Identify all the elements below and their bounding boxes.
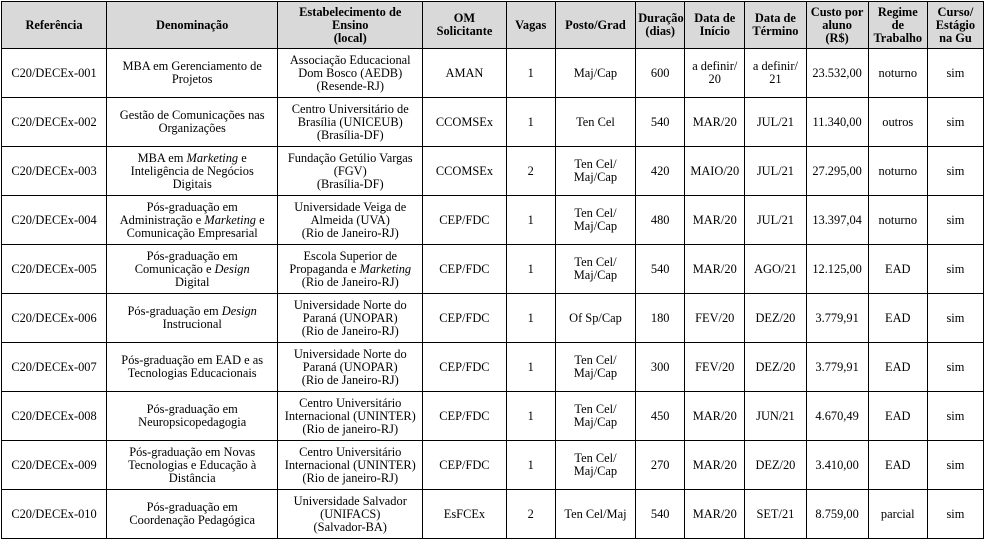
cell-posto [555, 343, 636, 392]
cell-inicio [685, 441, 745, 490]
cell-posto [555, 441, 636, 490]
table-row [2, 196, 984, 245]
cell-line [280, 129, 420, 142]
column-header-inicio [685, 2, 745, 49]
cell-line: DEZ/20 [755, 457, 796, 472]
cell-estabelecimento [278, 392, 423, 441]
cell-om: CEP/FDC [423, 343, 507, 392]
column-header-line: Regime [877, 4, 918, 19]
cell-referencia: C20/DECEx-010 [2, 490, 107, 539]
text-segment: Associação Educacional [289, 52, 411, 67]
text-segment: Centro Universitário [299, 444, 402, 459]
cell-termino [745, 441, 806, 490]
text-segment: Pós-graduação em Novas [129, 444, 256, 459]
text-segment: Digitais [172, 176, 212, 191]
cell-line: MAR/20 [692, 212, 737, 227]
text-segment: Pós-graduação em [127, 304, 222, 318]
cell-line: 21 [769, 72, 782, 86]
cell-vagas: 1 [506, 392, 555, 441]
cell-line: SET/21 [756, 506, 795, 521]
cell-curso: sim [927, 343, 983, 392]
cell-line: MAR/20 [692, 114, 737, 129]
cell-line: Maj/Cap [573, 170, 618, 184]
text-segment: Pós-graduação em [146, 199, 238, 214]
text-segment: Projetos [171, 72, 213, 86]
cell-duracao: 540 [636, 490, 685, 539]
cell-custo: 3.410,00 [806, 441, 868, 490]
cell-custo: 3.779,91 [806, 343, 868, 392]
cell-line [280, 325, 420, 338]
table-row [2, 147, 984, 196]
cell-line: Ten Cel/ [574, 255, 617, 269]
text-segment: (Brasília-DF) [316, 176, 384, 191]
cell-vagas: 2 [506, 147, 555, 196]
cell-line: a definir/ [752, 59, 798, 73]
cell-referencia: C20/DECEx-004 [2, 196, 107, 245]
cell-line: Of Sp/Cap [569, 310, 622, 325]
column-header-line: Vagas [515, 17, 547, 32]
cell-custo: 3.779,91 [806, 294, 868, 343]
table-row [2, 343, 984, 392]
column-header-duracao [636, 2, 685, 49]
text-segment: Comunicação Empresarial [126, 225, 258, 240]
cell-line: Ten Cel/ [574, 353, 617, 367]
cell-line: FEV/20 [695, 310, 735, 325]
table-row [2, 441, 984, 490]
cell-custo: 12.125,00 [806, 245, 868, 294]
column-header-vagas [506, 2, 555, 49]
text-segment: e [238, 150, 247, 165]
cell-line [109, 178, 275, 191]
column-header-line: Posto/Grad [565, 17, 626, 32]
cell-line [109, 73, 275, 86]
cell-termino [745, 294, 806, 343]
cell-line: JUL/21 [756, 163, 794, 178]
cell-line: Ten Cel/ [574, 157, 617, 171]
cell-inicio [685, 49, 745, 98]
text-segment: Tecnologias Educacionais [127, 366, 257, 380]
cell-posto [555, 294, 636, 343]
cell-denominacao [107, 343, 278, 392]
text-segment: Pós-graduação em [146, 402, 238, 416]
cell-regime: noturno [868, 49, 927, 98]
table-row [2, 294, 984, 343]
italic-term: Marketing [359, 261, 412, 276]
cell-om: CCOMSEx [423, 98, 507, 147]
cell-vagas: 1 [506, 196, 555, 245]
cell-line: Maj/Cap [573, 366, 618, 380]
text-segment: Universidade Veiga de [294, 199, 407, 214]
cell-referencia: C20/DECEx-003 [2, 147, 107, 196]
cell-line: DEZ/20 [755, 310, 796, 325]
cell-curso: sim [927, 245, 983, 294]
cell-line: Maj/Cap [573, 464, 618, 478]
column-header-termino [745, 2, 806, 49]
text-segment: Centro Universitário de [291, 101, 409, 116]
cell-termino [745, 392, 806, 441]
table-row [2, 490, 984, 539]
text-segment: MBA em Gerenciamento de [122, 59, 262, 73]
cell-line: Ten Cel/Maj [564, 506, 627, 521]
column-header-regime [868, 2, 927, 49]
cell-inicio [685, 196, 745, 245]
cell-line: Ten Cel/ [574, 206, 617, 220]
cell-line [109, 227, 275, 240]
cell-denominacao [107, 49, 278, 98]
text-segment: Organizações [158, 121, 226, 135]
cell-curso: sim [927, 441, 983, 490]
text-segment: e [256, 212, 265, 227]
cell-regime: parcial [868, 490, 927, 539]
cell-posto [555, 49, 636, 98]
cell-referencia: C20/DECEx-005 [2, 245, 107, 294]
cell-line: MAR/20 [692, 261, 737, 276]
cell-inicio [685, 98, 745, 147]
cell-termino [745, 245, 806, 294]
italic-term: Design [214, 261, 250, 276]
column-header-line: Referência [25, 17, 83, 32]
cell-vagas: 1 [506, 49, 555, 98]
cell-duracao: 180 [636, 294, 685, 343]
cell-line [280, 521, 420, 534]
cell-line [109, 122, 275, 135]
cell-line: Ten Cel/ [574, 451, 617, 465]
text-segment: Digital [174, 274, 210, 289]
italic-term: Marketing [204, 212, 257, 227]
text-segment: Internacional (UNINTER) [284, 408, 416, 423]
cell-posto [555, 392, 636, 441]
cell-regime: EAD [868, 392, 927, 441]
cell-line: JUL/21 [756, 114, 794, 129]
cell-line [280, 80, 420, 93]
column-header-curso [927, 2, 983, 49]
cell-line: MAIO/20 [690, 163, 740, 178]
cell-duracao: 480 [636, 196, 685, 245]
column-header-custo [806, 2, 868, 49]
column-header-line: Data de [754, 11, 796, 25]
cell-vagas: 1 [506, 294, 555, 343]
cell-om: CEP/FDC [423, 441, 507, 490]
cell-estabelecimento [278, 196, 423, 245]
cell-duracao: 270 [636, 441, 685, 490]
column-header-line: Denominação [156, 17, 229, 32]
column-header-posto [555, 2, 636, 49]
cell-denominacao [107, 245, 278, 294]
cell-estabelecimento [278, 294, 423, 343]
text-segment: Instrucional [162, 317, 222, 331]
cell-regime: EAD [868, 343, 927, 392]
text-segment: (Rio de Janeiro-RJ) [301, 274, 399, 289]
cell-inicio [685, 147, 745, 196]
column-header-om [423, 2, 507, 49]
cell-denominacao [107, 196, 278, 245]
text-segment: MBA em [137, 150, 187, 165]
cell-line [280, 178, 420, 191]
column-header-line: Curso/ [937, 4, 974, 19]
cell-duracao: 540 [636, 98, 685, 147]
cell-om: CEP/FDC [423, 294, 507, 343]
text-segment: Comunicação e [134, 261, 215, 276]
cell-vagas: 1 [506, 441, 555, 490]
cell-line: DEZ/20 [755, 359, 796, 374]
cell-posto [555, 245, 636, 294]
cell-regime: outros [868, 98, 927, 147]
cell-line: Maj/Cap [573, 65, 618, 80]
cell-estabelecimento [278, 441, 423, 490]
cell-custo: 8.759,00 [806, 490, 868, 539]
text-segment: (Rio de Janeiro-RJ) [301, 225, 399, 240]
column-header-line: Início [699, 24, 730, 38]
cell-denominacao [107, 392, 278, 441]
cell-regime: EAD [868, 294, 927, 343]
courses-table [1, 1, 984, 539]
cell-vagas: 1 [506, 343, 555, 392]
text-segment: Universidade Norte do [293, 346, 407, 361]
cell-posto [555, 196, 636, 245]
cell-curso: sim [927, 392, 983, 441]
column-header-line: Solicitante [436, 24, 493, 38]
text-segment: Brasília (UNICEUB) [297, 114, 403, 129]
cell-curso: sim [927, 49, 983, 98]
text-segment: Coordenação Pedagógica [129, 513, 255, 527]
cell-inicio [685, 392, 745, 441]
text-segment: Fundação Getúlio Vargas [287, 150, 413, 165]
cell-line [280, 276, 420, 289]
text-segment: Pós-graduação em [146, 500, 238, 514]
text-segment: (UNIFACS) [320, 506, 381, 521]
cell-line [109, 367, 275, 380]
text-segment: Paraná (UNOPAR) [302, 310, 398, 325]
cell-line [280, 423, 420, 436]
text-segment: Centro Universitário [299, 395, 402, 410]
italic-term: Design [221, 304, 257, 318]
cell-line [109, 318, 275, 331]
column-header-denominacao [107, 2, 278, 49]
cell-denominacao [107, 490, 278, 539]
cell-duracao: 420 [636, 147, 685, 196]
cell-duracao: 600 [636, 49, 685, 98]
cell-referencia: C20/DECEx-008 [2, 392, 107, 441]
column-header-line: Término [752, 24, 799, 38]
cell-estabelecimento [278, 490, 423, 539]
text-segment: Pós-graduação em EAD e as [121, 353, 264, 367]
text-segment: Tecnologias e Educação à [128, 457, 257, 472]
text-segment: (Rio de janeiro-RJ) [302, 421, 399, 436]
cell-estabelecimento [278, 49, 423, 98]
cell-line [280, 472, 420, 485]
cell-curso: sim [927, 490, 983, 539]
column-header-line: de [891, 17, 904, 32]
cell-referencia: C20/DECEx-009 [2, 441, 107, 490]
table-row [2, 245, 984, 294]
cell-line: FEV/20 [695, 359, 735, 374]
cell-regime: EAD [868, 441, 927, 490]
cell-line: Maj/Cap [573, 219, 618, 233]
cell-custo: 13.397,04 [806, 196, 868, 245]
table-header [2, 2, 984, 49]
cell-estabelecimento [278, 98, 423, 147]
text-segment: (Resende-RJ) [316, 78, 384, 93]
column-header-line: (local) [333, 30, 367, 45]
column-header-line: Estágio [935, 17, 976, 32]
table-body [2, 49, 984, 539]
cell-line: Maj/Cap [573, 268, 618, 282]
cell-estabelecimento [278, 343, 423, 392]
text-segment: Inteligência de Negócios [130, 163, 254, 178]
cell-line [109, 472, 275, 485]
cell-curso: sim [927, 147, 983, 196]
cell-line: MAR/20 [692, 506, 737, 521]
italic-term: Marketing [186, 150, 239, 165]
text-segment: (Rio de janeiro-RJ) [302, 470, 399, 485]
cell-line: Ten Cel/ [574, 402, 617, 416]
text-segment: (Rio de Janeiro-RJ) [301, 372, 399, 387]
cell-termino [745, 343, 806, 392]
cell-curso: sim [927, 294, 983, 343]
cell-line: JUN/21 [756, 408, 795, 423]
cell-custo: 23.532,00 [806, 49, 868, 98]
table-row [2, 49, 984, 98]
text-segment: Paraná (UNOPAR) [302, 359, 398, 374]
cell-line: JUL/21 [756, 212, 794, 227]
cell-referencia: C20/DECEx-002 [2, 98, 107, 147]
column-header-line: Custo por [810, 4, 864, 19]
column-header-line: (dias) [645, 24, 675, 38]
cell-om: CCOMSEx [423, 147, 507, 196]
column-header-line: Trabalho [873, 30, 923, 45]
cell-denominacao [107, 441, 278, 490]
cell-referencia: C20/DECEx-007 [2, 343, 107, 392]
cell-termino [745, 196, 806, 245]
cell-line [280, 374, 420, 387]
text-segment: Escola Superior de [303, 248, 398, 263]
cell-posto [555, 490, 636, 539]
cell-curso: sim [927, 98, 983, 147]
table-row [2, 392, 984, 441]
cell-termino [745, 490, 806, 539]
cell-denominacao [107, 294, 278, 343]
text-segment: Almeida (UVA) [310, 212, 390, 227]
cell-om: AMAN [423, 49, 507, 98]
column-header-line: aluno [822, 17, 852, 32]
cell-inicio [685, 245, 745, 294]
cell-duracao: 540 [636, 245, 685, 294]
text-segment: Internacional (UNINTER) [284, 457, 416, 472]
cell-om: CEP/FDC [423, 245, 507, 294]
column-header-line: Data de [694, 11, 736, 25]
cell-custo: 11.340,00 [806, 98, 868, 147]
text-segment: Neuropsicopedagogia [138, 415, 247, 429]
cell-om: CEP/FDC [423, 392, 507, 441]
text-segment: Gestão de Comunicações nas [119, 108, 265, 122]
cell-line [109, 276, 275, 289]
cell-line: MAR/20 [692, 408, 737, 423]
text-segment: Universidade Salvador [293, 493, 407, 508]
cell-om: EsFCEx [423, 490, 507, 539]
column-header-line: Duração [638, 11, 684, 25]
cell-custo: 4.670,49 [806, 392, 868, 441]
table-row [2, 98, 984, 147]
text-segment: Distância [168, 470, 216, 485]
cell-estabelecimento [278, 245, 423, 294]
cell-vagas: 1 [506, 245, 555, 294]
cell-line [109, 514, 275, 527]
cell-custo: 27.295,00 [806, 147, 868, 196]
cell-inicio [685, 490, 745, 539]
text-segment: Pós-graduação em [146, 248, 238, 263]
cell-om: CEP/FDC [423, 196, 507, 245]
cell-line: a definir/ [692, 59, 738, 73]
cell-inicio [685, 343, 745, 392]
text-segment: (Salvador-BA) [313, 519, 387, 534]
header-row [2, 2, 984, 49]
cell-line [280, 227, 420, 240]
cell-line: Ten Cel [576, 114, 615, 129]
cell-termino [745, 49, 806, 98]
cell-posto [555, 98, 636, 147]
cell-denominacao [107, 147, 278, 196]
cell-duracao: 450 [636, 392, 685, 441]
column-header-line: na Gu [939, 30, 972, 45]
cell-denominacao [107, 98, 278, 147]
cell-line: MAR/20 [692, 457, 737, 472]
cell-regime: EAD [868, 245, 927, 294]
cell-referencia: C20/DECEx-001 [2, 49, 107, 98]
cell-referencia: C20/DECEx-006 [2, 294, 107, 343]
text-segment: (FGV) [333, 163, 367, 178]
cell-line: 20 [708, 72, 721, 86]
column-header-line: Ensino [331, 17, 369, 32]
cell-line [109, 416, 275, 429]
column-header-line: Estabelecimento de [299, 4, 402, 19]
column-header-referencia [2, 2, 107, 49]
cell-vagas: 1 [506, 98, 555, 147]
column-header-line: (R$) [825, 30, 849, 45]
cell-termino [745, 147, 806, 196]
cell-posto [555, 147, 636, 196]
text-segment: Administração e [119, 212, 205, 227]
column-header-line: OM [453, 11, 476, 25]
cell-line: AGO/21 [754, 261, 797, 276]
text-segment: (Rio de Janeiro-RJ) [301, 323, 399, 338]
cell-vagas: 2 [506, 490, 555, 539]
column-header-estabelecimento [278, 2, 423, 49]
text-segment: (Brasília-DF) [316, 127, 384, 142]
cell-duracao: 300 [636, 343, 685, 392]
text-segment: Propaganda e [289, 261, 360, 276]
cell-regime: noturno [868, 147, 927, 196]
text-segment: Dom Bosco (AEDB) [298, 65, 403, 80]
cell-termino [745, 98, 806, 147]
cell-line: Maj/Cap [573, 415, 618, 429]
cell-curso: sim [927, 196, 983, 245]
text-segment: Universidade Norte do [293, 297, 407, 312]
cell-inicio [685, 294, 745, 343]
cell-estabelecimento [278, 147, 423, 196]
cell-regime: noturno [868, 196, 927, 245]
